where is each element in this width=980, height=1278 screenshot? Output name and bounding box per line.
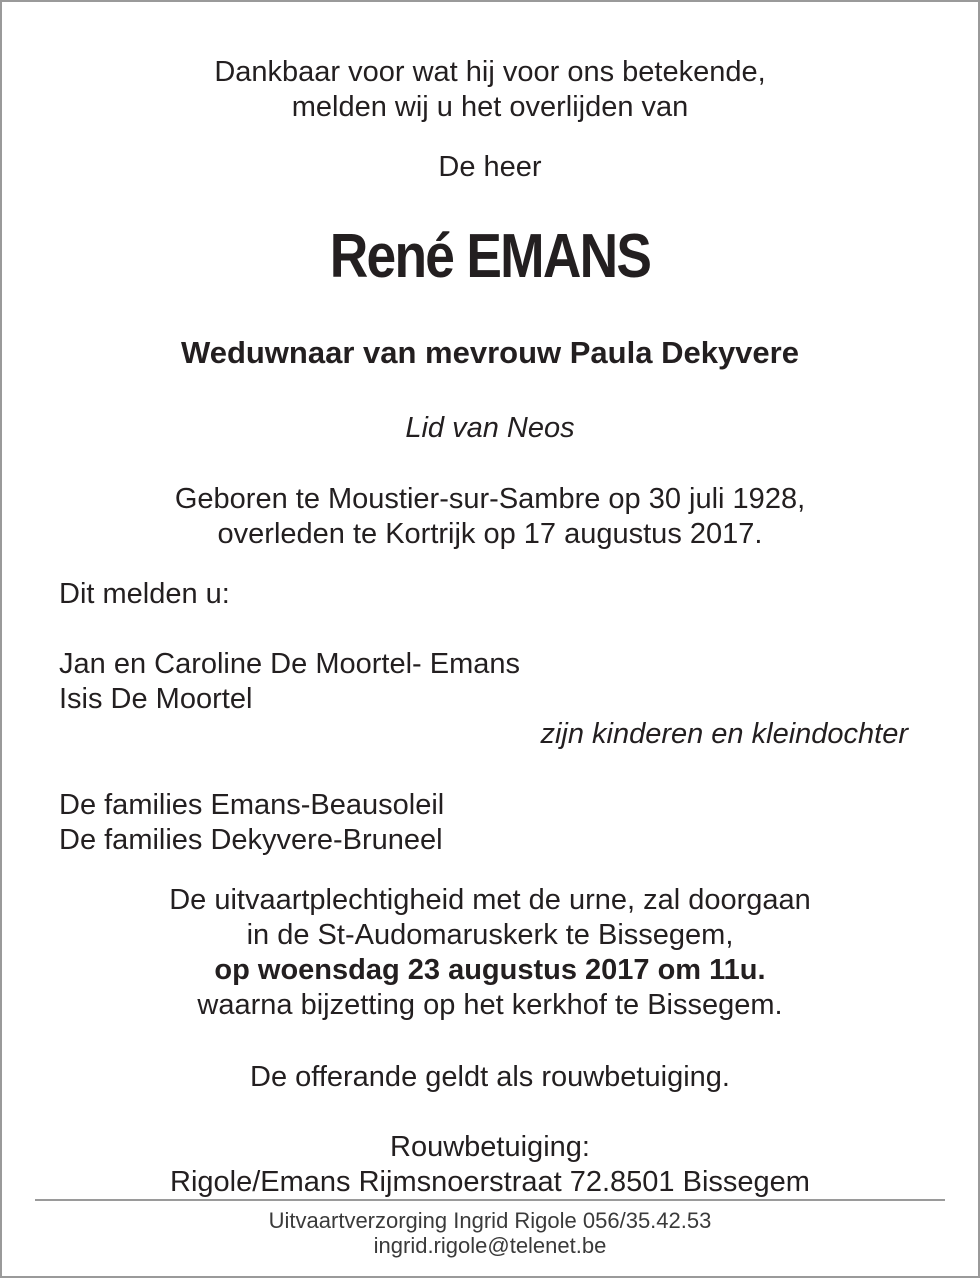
membership: Lid van Neos [405, 412, 575, 444]
salutation: De heer [438, 151, 542, 183]
child-1: Jan en Caroline De Moortel- Emans [59, 648, 520, 680]
footer-undertaker: Uitvaartverzorging Ingrid Rigole 056/35.42.53 [268, 1208, 712, 1233]
announcers-heading: Dit melden u: [59, 578, 230, 610]
died-line: overleden te Kortrijk op 17 augustus 2017. [217, 518, 763, 550]
funeral-line-1: De uitvaartplechtigheid met de urne, zal doorgaan [169, 884, 811, 916]
funeral-date: op woensdag 23 augustus 2017 om 11u. [214, 954, 766, 986]
deceased-name: René EMANS [329, 222, 651, 291]
condolences-label: Rouwbetuiging: [390, 1131, 590, 1163]
child-2: Isis De Moortel [59, 683, 253, 715]
intro-line-1: Dankbaar voor wat hij voor ons betekende, [214, 56, 766, 88]
funeral-line-4: waarna bijzetting op het kerkhof te Bissegem. [197, 989, 783, 1021]
widower-of: Weduwnaar van mevrouw Paula Dekyvere [181, 335, 799, 370]
footer-email: ingrid.rigole@telenet.be [373, 1233, 607, 1258]
family-2: De families Dekyvere-Bruneel [59, 824, 443, 856]
family-1: De families Emans-Beausoleil [59, 789, 445, 821]
condolences-address: Rigole/Emans Rijmsnoerstraat 72.8501 Bissegem [170, 1166, 810, 1198]
children-role: zijn kinderen en kleindochter [540, 718, 908, 750]
footer-divider [35, 1199, 945, 1201]
born-line: Geboren te Moustier-sur-Sambre op 30 juli 1928, [174, 483, 806, 515]
offering: De offerande geldt als rouwbetuiging. [250, 1061, 730, 1093]
funeral-line-2: in de St-Audomaruskerk te Bissegem, [246, 919, 734, 951]
intro-line-2: melden wij u het overlijden van [291, 91, 689, 123]
